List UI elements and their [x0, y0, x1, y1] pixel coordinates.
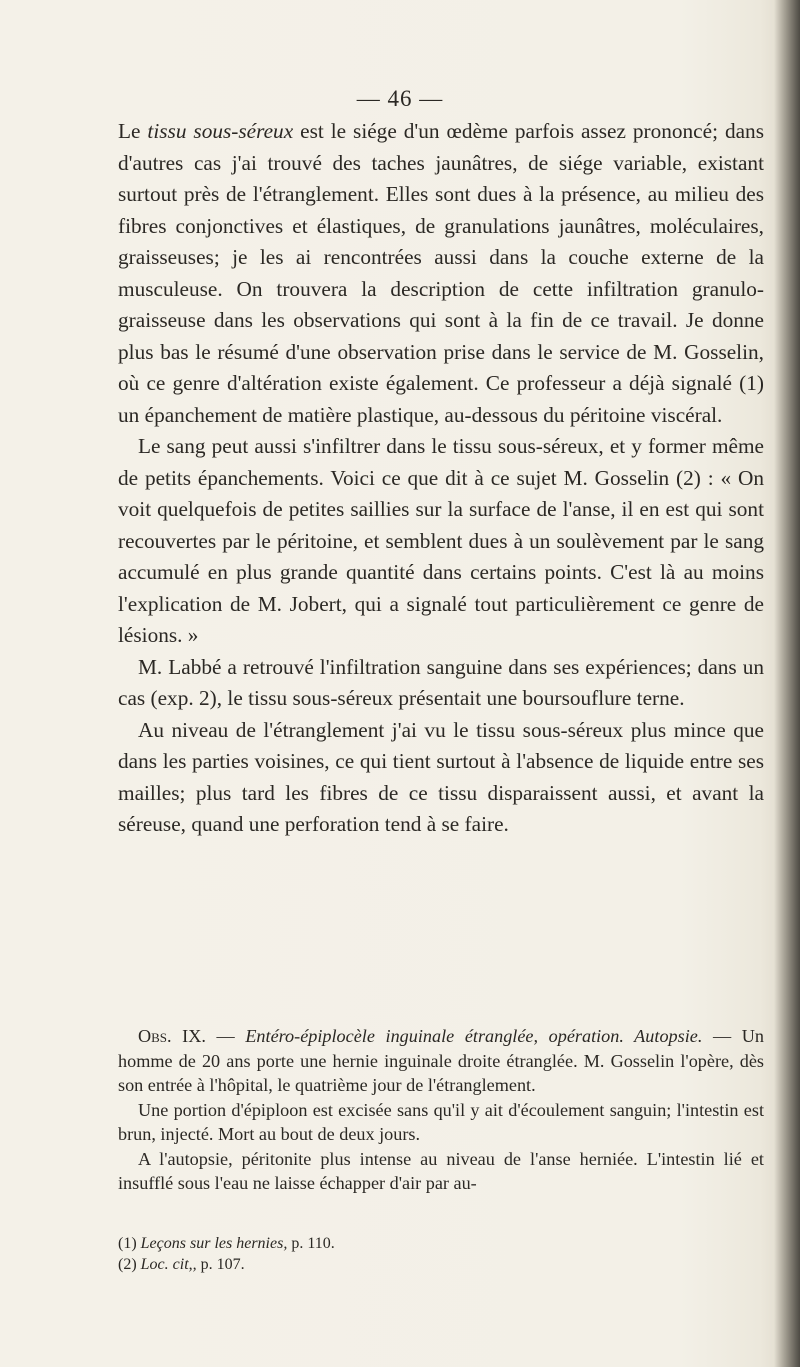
observation-dash: —: [205, 1026, 246, 1046]
book-binding-edge: [774, 0, 800, 1367]
observation-label: Obs. IX.: [138, 1026, 206, 1046]
paragraph-1-italic-term: tissu sous-séreux: [147, 119, 294, 143]
footnote-2-page: p. 107.: [196, 1256, 245, 1273]
paragraph-4: Au niveau de l'étranglement j'ai vu le tissu sous-séreux plus mince que dans les parties voisines, ce qui tient surtout à l'absence de liquide entre ses mailles; plus tard les fibres de ce tissu disparaissent aussi, et avant la séreuse, quand une perforation tend à se faire.: [118, 717, 764, 836]
footnote-2-title: Loc. cit,,: [140, 1256, 197, 1273]
footnote-1-number: (1): [118, 1235, 141, 1252]
footnotes: [118, 1233, 764, 1275]
paragraph-3: M. Labbé a retrouvé l'infiltration sanguine dans ses expériences; dans un cas (exp. 2), le tissu sous-séreux présentait une boursouflure terne.: [118, 654, 764, 710]
observation-title: Entéro-épiplocèle inguinale étranglée, opération. Autopsie.: [245, 1026, 703, 1046]
paragraph-1-text: est le siége d'un œdème parfois assez prononcé; dans d'autres cas j'ai trouvé des taches jaunâtres, de siége variable, existant surtout près de l'étranglement. Elles sont dues à la présence, au milieu des fibres conjonctives et élastiques, de granulations jaunâtres, moléculaires, graisseuses; je les ai rencontrées aussi dans la couche externe de la musculeuse. On trouvera la description de cette infiltration granulo-graisseuse dans les observations qui sont à la fin de ce travail. Je donne plus bas le résumé d'une observation prise dans le service de M. Gosselin, où ce genre d'altération existe également. Ce professeur a déjà signalé (1) un épanchement de matière plastique, au-dessous du péritoine viscéral.: [118, 119, 764, 427]
page-number: — 46 —: [356, 86, 444, 111]
paragraph-2: Le sang peut aussi s'infiltrer dans le tissu sous-séreux, et y former même de petits épanchements. Voici ce que dit à ce sujet M. Gosselin (2) : « On voit quelquefois de petites saillies sur la surface de l'anse, il en est qui sont recouvertes par le péritoine, et semblent dues à un soulèvement par le sang accumulé en plus grande quantité dans certains points. C'est là au moins l'explication de M. Jobert, qui a signalé tout particulièrement ce genre de lésions. »: [118, 434, 764, 647]
paragraph-1: [118, 116, 764, 431]
observation-block: [118, 1024, 764, 1196]
footnote-1-title: Leçons sur les hernies,: [140, 1235, 288, 1252]
footnote-1-page: p. 110.: [287, 1235, 335, 1252]
footnote-1: [118, 1233, 764, 1254]
paragraph-1-before: Le: [118, 119, 148, 143]
main-text: [118, 116, 764, 841]
footnote-2: [118, 1254, 764, 1275]
observation-heading: [118, 1024, 764, 1098]
observation-text-3: A l'autopsie, péritonite plus intense au niveau de l'anse herniée. L'intestin lié et insufflé sous l'eau ne laisse échapper d'air par au-: [118, 1148, 764, 1193]
observation-text-2: Une portion d'épiploon est excisée sans qu'il y ait d'écoulement sanguin; l'intestin est brun, injecté. Mort au bout de deux jours.: [118, 1099, 764, 1144]
footnote-2-number: (2): [118, 1256, 141, 1273]
observation-text-1: — Un homme de 20 ans porte une hernie inguinale droite étranglée. M. Gosselin l'opère, dès son entrée à l'hôpital, le quatrième jour de l'étranglement.: [118, 1026, 765, 1095]
